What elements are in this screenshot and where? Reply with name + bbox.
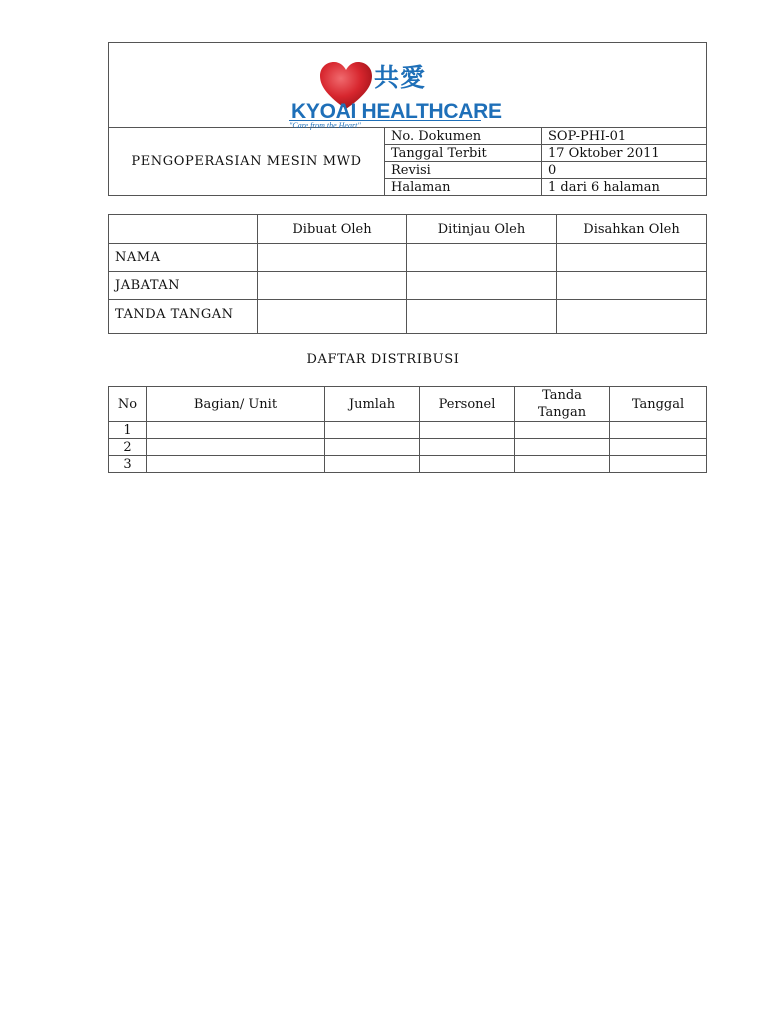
distribution-row-number: 2 <box>109 439 147 456</box>
distribution-cell <box>515 422 610 439</box>
meta-label-issue-date: Tanggal Terbit <box>385 145 542 162</box>
meta-label-page: Halaman <box>385 179 542 196</box>
distribution-header-personnel: Personel <box>420 387 515 422</box>
logo-cell <box>109 43 707 128</box>
company-logo <box>289 57 519 130</box>
approval-table <box>108 214 707 334</box>
distribution-header-no: No <box>109 387 147 422</box>
distribution-cell <box>420 422 515 439</box>
approval-header-created-by: Dibuat Oleh <box>258 215 407 244</box>
distribution-cell <box>515 439 610 456</box>
approval-cell <box>258 244 407 272</box>
meta-value-doc-number: SOP-PHI-01 <box>542 128 707 145</box>
meta-value-revision: 0 <box>542 162 707 179</box>
meta-label-doc-number: No. Dokumen <box>385 128 542 145</box>
distribution-cell <box>147 439 325 456</box>
distribution-title: DAFTAR DISTRIBUSI <box>306 352 460 367</box>
distribution-cell <box>325 456 420 473</box>
distribution-cell <box>147 456 325 473</box>
approval-cell <box>258 300 407 334</box>
distribution-cell <box>420 439 515 456</box>
document-title: PENGOPERASIAN MESIN MWD <box>109 128 385 196</box>
document-header-table <box>108 42 707 196</box>
distribution-row-number: 1 <box>109 422 147 439</box>
meta-label-revision: Revisi <box>385 162 542 179</box>
approval-header-blank <box>109 215 258 244</box>
distribution-header-quantity: Jumlah <box>325 387 420 422</box>
approval-cell <box>407 244 557 272</box>
logo-brand-text: KYOAI HEALTHCARE <box>291 100 502 123</box>
distribution-cell <box>325 439 420 456</box>
approval-header-approved-by: Disahkan Oleh <box>557 215 707 244</box>
approval-header-reviewed-by: Ditinjau Oleh <box>407 215 557 244</box>
distribution-header-date: Tanggal <box>610 387 707 422</box>
distribution-header-unit: Bagian/ Unit <box>147 387 325 422</box>
distribution-row-number: 3 <box>109 456 147 473</box>
distribution-cell <box>325 422 420 439</box>
approval-cell <box>407 272 557 300</box>
distribution-table <box>108 386 707 473</box>
distribution-header-signature: Tanda Tangan <box>515 387 610 422</box>
approval-cell <box>407 300 557 334</box>
distribution-cell <box>610 422 707 439</box>
distribution-cell <box>610 456 707 473</box>
approval-row-label-signature: TANDA TANGAN <box>109 300 258 334</box>
approval-cell <box>557 244 707 272</box>
logo-tagline: "Care from the Heart" <box>289 120 481 131</box>
meta-value-issue-date: 17 Oktober 2011 <box>542 145 707 162</box>
approval-row-label-name: NAMA <box>109 244 258 272</box>
logo-cjk-text: 共愛 <box>374 63 427 92</box>
approval-cell <box>557 272 707 300</box>
distribution-cell <box>147 422 325 439</box>
meta-value-page: 1 dari 6 halaman <box>542 179 707 196</box>
approval-row-label-position: JABATAN <box>109 272 258 300</box>
approval-cell <box>258 272 407 300</box>
distribution-cell <box>610 439 707 456</box>
distribution-cell <box>515 456 610 473</box>
distribution-cell <box>420 456 515 473</box>
approval-cell <box>557 300 707 334</box>
